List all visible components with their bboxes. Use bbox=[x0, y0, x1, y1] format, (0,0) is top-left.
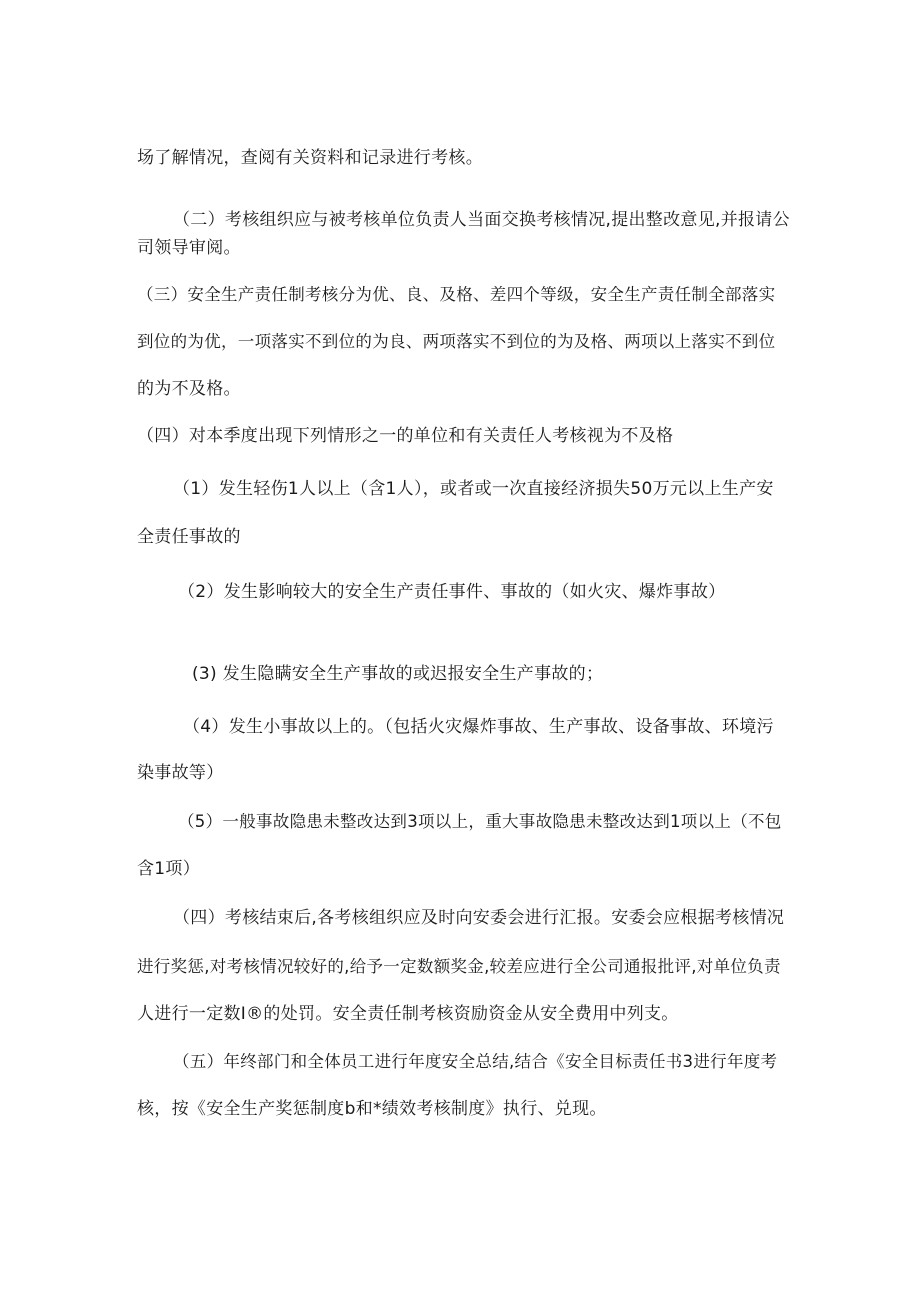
text-line-8: （1）发生轻伤1人以上（含1人），或者或一次直接经济损失50万元以上生产安 bbox=[173, 479, 774, 499]
text-line-16: （四）考核结束后,各考核组织应及时向安委会进行汇报。安委会应根据考核情况 bbox=[173, 908, 785, 928]
text-line-4: （三）安全生产责任制考核分为优、良、及格、差四个等级，安全生产责任制全部落实 bbox=[137, 285, 776, 304]
text-line-13: 染事故等） bbox=[137, 763, 224, 783]
text-line-12: （4）发生小事故以上的。（包括火灾爆炸事故、生产事故、设备事故、环境污 bbox=[183, 717, 774, 737]
text-line-14: （5）一般事故隐患未整改达到3项以上，重大事故隐患未整改达到1项以上（不包 bbox=[178, 812, 782, 831]
text-line-6: 的为不及格。 bbox=[137, 379, 241, 399]
text-line-10: （2）发生影响较大的安全生产责任事件、事故的（如火灾、爆炸事故） bbox=[178, 582, 726, 602]
text-line-20: 核，按《安全生产奖惩制度b和*绩效考核制度》执行、兑现。 bbox=[137, 1099, 607, 1119]
text-line-15: 含1项） bbox=[137, 859, 201, 879]
text-line-9: 全责任事故的 bbox=[137, 527, 241, 547]
text-line-19: （五）年终部门和全体员工进行年度安全总结,结合《安全目标责任书3进行年度考 bbox=[173, 1052, 778, 1071]
text-line-3: 司领导审阅。 bbox=[137, 238, 241, 258]
text-line-1: 场了解情况，查阅有关资料和记录进行考核。 bbox=[137, 148, 483, 168]
text-line-18: 人进行一定数I®的处罚。安全责任制考核资励资金从安全费用中列支。 bbox=[137, 1004, 679, 1024]
text-line-17: 进行奖惩,对考核情况较好的,给予一定数额奖金,较差应进行全公司通报批评,对单位负责 bbox=[137, 957, 781, 976]
text-line-11: (3) 发生隐瞒安全生产事故的或迟报安全生产事故的； bbox=[192, 664, 604, 684]
text-line-7: （四）对本季度出现下列情形之一的单位和有关责任人考核视为不及格 bbox=[137, 426, 674, 446]
text-line-2: （二）考核组织应与被考核单位负责人当面交换考核情况,提出整改意见,并报请公 bbox=[173, 210, 790, 230]
text-line-5: 到位的为优，一项落实不到位的为良、两项落实不到位的为及格、两项以上落实不到位 bbox=[137, 332, 776, 351]
